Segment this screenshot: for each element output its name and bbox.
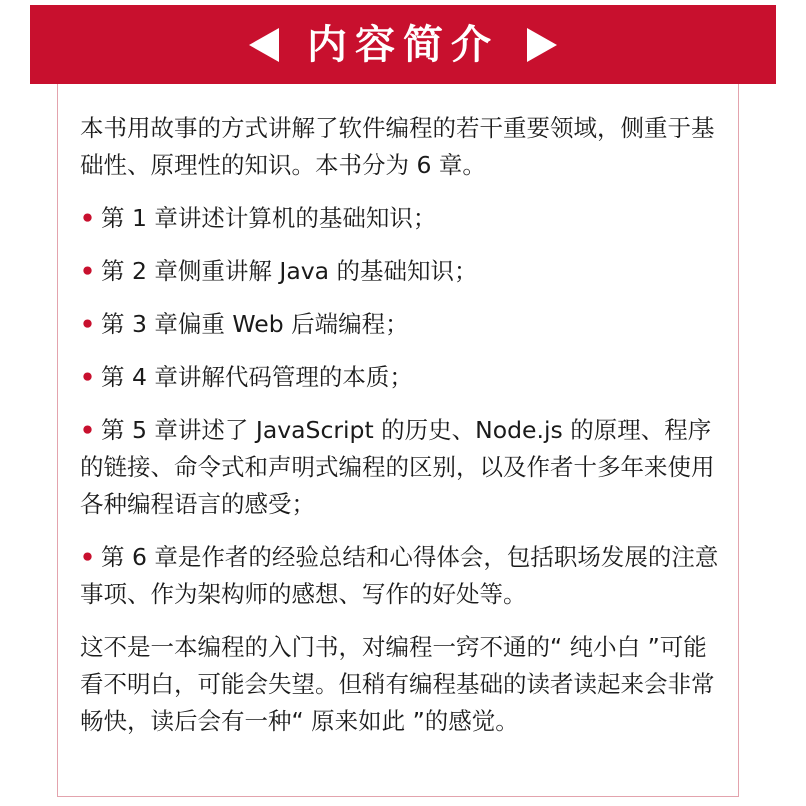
content-body — [80, 110, 725, 740]
list-item — [80, 200, 725, 237]
outro-paragraph: 这不是一本编程的入门书，对编程一窍不通的“ 纯小白 ”可能看不明白，可能会失望。但稍有编程基础的读者读起来会非常畅快，读后会有一种“ 原来如此 ”的感觉。 — [80, 633, 715, 735]
list-item — [80, 539, 725, 613]
bullet-icon: • — [80, 543, 96, 571]
chapter-text: 第 5 章讲述了 JavaScript 的历史、Node.js 的原理、程序的链接、命令式和声明式编程的区别，以及作者十多年来使用各种编程语言的感受； — [80, 416, 715, 518]
chapter-text: 第 4 章讲解代码管理的本质； — [101, 363, 413, 391]
header-inner — [249, 21, 557, 68]
intro-paragraph: 本书用故事的方式讲解了软件编程的若干重要领域，侧重于基础性、原理性的知识。本书分为 6 章。 — [80, 114, 715, 179]
bullet-icon: • — [80, 310, 96, 338]
chapter-text: 第 1 章讲述计算机的基础知识； — [101, 204, 437, 232]
header-banner — [30, 5, 776, 84]
right-triangle-icon — [527, 28, 557, 62]
bullet-icon: • — [80, 257, 96, 285]
list-item — [80, 253, 725, 290]
page-title: 内容简介 — [307, 21, 499, 68]
list-item — [80, 412, 725, 523]
chapter-text: 第 3 章偏重 Web 后端编程； — [101, 310, 409, 338]
chapter-text: 第 6 章是作者的经验总结和心得体会，包括职场发展的注意事项、作为架构师的感想、写作的好处等。 — [80, 543, 719, 608]
bullet-icon: • — [80, 204, 96, 232]
bullet-icon: • — [80, 363, 96, 391]
chapter-text: 第 2 章侧重讲解 Java 的基础知识； — [101, 257, 478, 285]
list-item — [80, 306, 725, 343]
left-triangle-icon — [249, 28, 279, 62]
list-item — [80, 359, 725, 396]
bullet-icon: • — [80, 416, 96, 444]
